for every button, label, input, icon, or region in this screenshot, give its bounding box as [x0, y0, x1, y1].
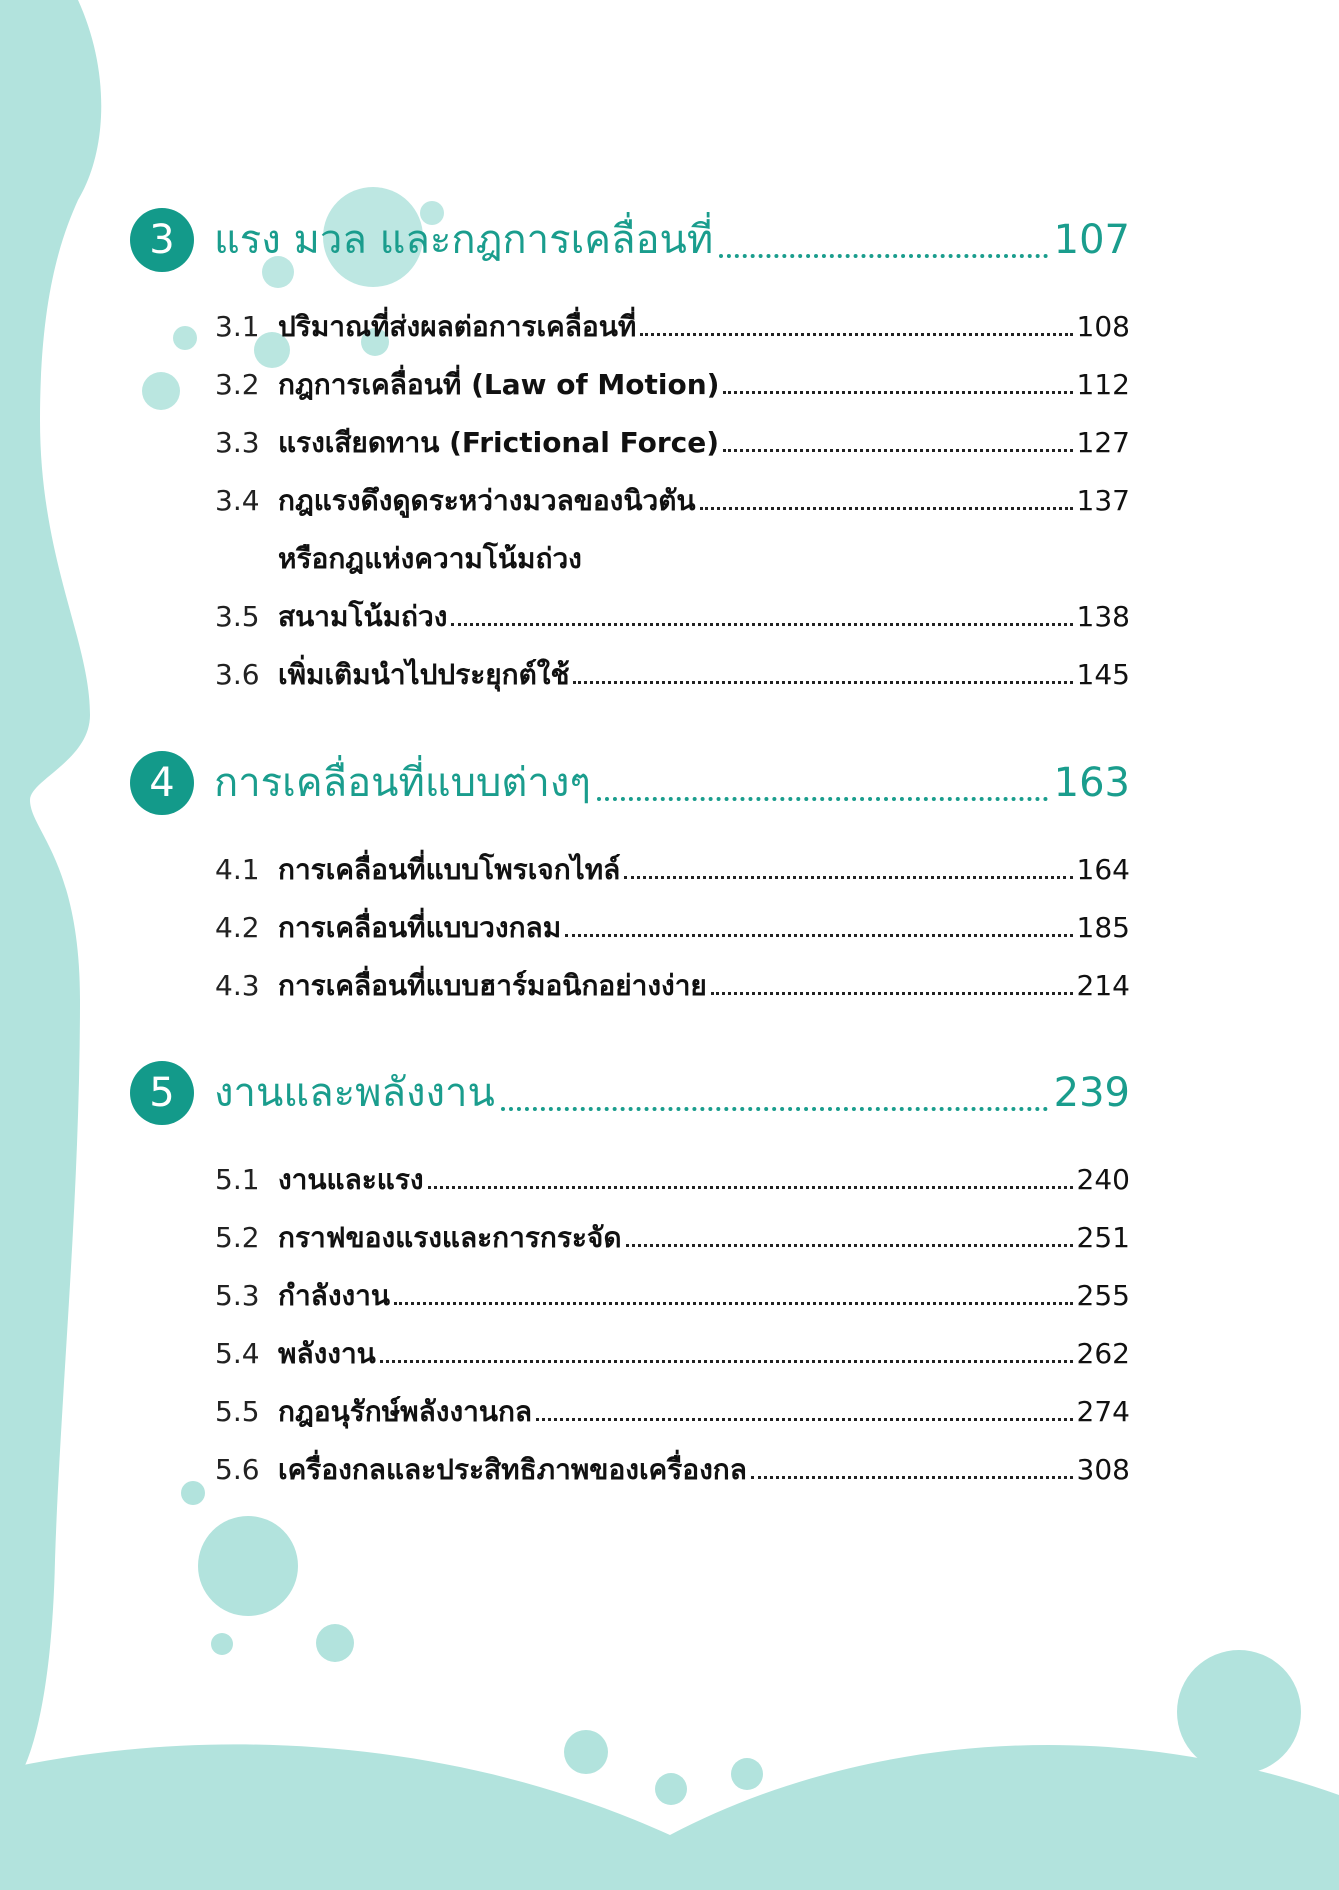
dot-leader [723, 391, 1072, 394]
dot-leader [501, 1067, 1048, 1111]
dot-leader [380, 1360, 1073, 1363]
section-number: 5.3 [215, 1279, 260, 1312]
dot-leader [394, 1302, 1073, 1305]
dot-leader [597, 757, 1048, 801]
chapter-title: แรง มวล และกฎการเคลื่อนที่ [214, 217, 714, 263]
toc-entry[interactable] [215, 573, 1130, 631]
dot-leader [565, 934, 1072, 937]
toc-entry[interactable] [215, 399, 1130, 457]
chapter-number-badge: 4 [130, 751, 194, 815]
section-list [130, 283, 1130, 689]
dot-leader [626, 1244, 1073, 1247]
section-number: 3.5 [215, 600, 260, 633]
section-number: 4.1 [215, 853, 260, 886]
toc-entry[interactable] [215, 457, 1130, 515]
section-number: 3.2 [215, 368, 260, 401]
chapter-heading[interactable] [130, 748, 1130, 818]
dot-leader [451, 623, 1072, 626]
section-title: กฎการเคลื่อนที่ (Law of Motion) [278, 368, 720, 401]
section-page-number: 112 [1076, 368, 1130, 401]
chapter-page-number: 107 [1053, 217, 1130, 263]
chapter-page-number: 163 [1053, 760, 1130, 806]
section-page-number: 308 [1076, 1453, 1130, 1486]
bubble [316, 1624, 354, 1662]
left-wave-shape [0, 0, 101, 1775]
section-title: เครื่องกลและประสิทธิภาพของเครื่องกล [278, 1453, 747, 1486]
section-title-continuation: หรือกฎแห่งความโน้มถ่วง [278, 542, 582, 575]
bottom-wave-shape [0, 1744, 1339, 1890]
section-number: 3.3 [215, 426, 260, 459]
dot-leader [700, 507, 1073, 510]
bubble [731, 1758, 763, 1790]
dot-leader [719, 214, 1047, 258]
toc-entry[interactable] [215, 1194, 1130, 1252]
dot-leader [640, 333, 1072, 336]
toc-entry[interactable] [215, 942, 1130, 1000]
section-number: 5.6 [215, 1453, 260, 1486]
chapter-3 [130, 205, 1130, 689]
section-number: 4.3 [215, 969, 260, 1002]
bubble [564, 1730, 608, 1774]
section-page-number: 108 [1076, 310, 1130, 343]
section-title: กำลังงาน [278, 1279, 391, 1312]
section-title: สนามโน้มถ่วง [278, 600, 448, 633]
chapter-title: การเคลื่อนที่แบบต่างๆ [214, 760, 591, 806]
toc-entry[interactable] [215, 1426, 1130, 1484]
chapter-number-badge: 5 [130, 1061, 194, 1125]
section-number: 5.4 [215, 1337, 260, 1370]
chapter-heading[interactable] [130, 205, 1130, 275]
section-title: การเคลื่อนที่แบบวงกลม [278, 911, 562, 944]
section-page-number: 240 [1076, 1163, 1130, 1196]
chapter-4 [130, 748, 1130, 1000]
section-title: การเคลื่อนที่แบบฮาร์มอนิกอย่างง่าย [278, 969, 707, 1002]
section-list [130, 1136, 1130, 1484]
section-page-number: 127 [1076, 426, 1130, 459]
section-page-number: 251 [1076, 1221, 1130, 1254]
bubble [211, 1633, 233, 1655]
section-number: 3.1 [215, 310, 260, 343]
section-number: 3.6 [215, 658, 260, 691]
section-title: เพิ่มเติมนำไปประยุกต์ใช้ [278, 658, 570, 691]
dot-leader [573, 681, 1072, 684]
dot-leader [624, 876, 1072, 879]
toc-entry[interactable] [215, 283, 1130, 341]
toc-entry[interactable] [215, 1252, 1130, 1310]
section-page-number: 255 [1076, 1279, 1130, 1312]
bubble [655, 1773, 687, 1805]
bubble [198, 1516, 298, 1616]
section-title: แรงเสียดทาน (Frictional Force) [278, 426, 720, 459]
section-page-number: 262 [1076, 1337, 1130, 1370]
toc-entry[interactable] [215, 1136, 1130, 1194]
section-title: กฎแรงดึงดูดระหว่างมวลของนิวตัน [278, 484, 696, 517]
section-title: พลังงาน [278, 1337, 376, 1370]
chapter-5 [130, 1058, 1130, 1484]
dot-leader [711, 992, 1073, 995]
section-number: 4.2 [215, 911, 260, 944]
chapter-number-badge: 3 [130, 208, 194, 272]
section-number: 5.1 [215, 1163, 260, 1196]
section-page-number: 164 [1076, 853, 1130, 886]
section-title: กฎอนุรักษ์พลังงานกล [278, 1395, 533, 1428]
chapter-page-number: 239 [1053, 1070, 1130, 1116]
section-page-number: 138 [1076, 600, 1130, 633]
section-title: กราฟของแรงและการกระจัด [278, 1221, 622, 1254]
toc-entry[interactable] [215, 631, 1130, 689]
section-list [130, 826, 1130, 1000]
section-title: การเคลื่อนที่แบบโพรเจกไทล์ [278, 853, 621, 886]
section-page-number: 145 [1076, 658, 1130, 691]
section-title: งานและแรง [278, 1163, 424, 1196]
toc-entry[interactable] [215, 1368, 1130, 1426]
section-number: 5.5 [215, 1395, 260, 1428]
bubble [181, 1481, 205, 1505]
dot-leader [723, 449, 1073, 452]
section-page-number: 137 [1076, 484, 1130, 517]
dot-leader [428, 1186, 1073, 1189]
chapter-heading[interactable] [130, 1058, 1130, 1128]
section-number: 5.2 [215, 1221, 260, 1254]
toc-entry[interactable] [215, 341, 1130, 399]
dot-leader [536, 1418, 1072, 1421]
toc-entry[interactable] [215, 1310, 1130, 1368]
section-title: ปริมาณที่ส่งผลต่อการเคลื่อนที่ [278, 310, 637, 343]
chapter-title: งานและพลังงาน [214, 1070, 495, 1116]
toc-entry[interactable] [215, 884, 1130, 942]
section-page-number: 214 [1076, 969, 1130, 1002]
section-page-number: 185 [1076, 911, 1130, 944]
bubble [1177, 1650, 1301, 1774]
section-number: 3.4 [215, 484, 260, 517]
dot-leader [751, 1476, 1073, 1479]
toc-entry[interactable] [215, 826, 1130, 884]
section-page-number: 274 [1076, 1395, 1130, 1428]
